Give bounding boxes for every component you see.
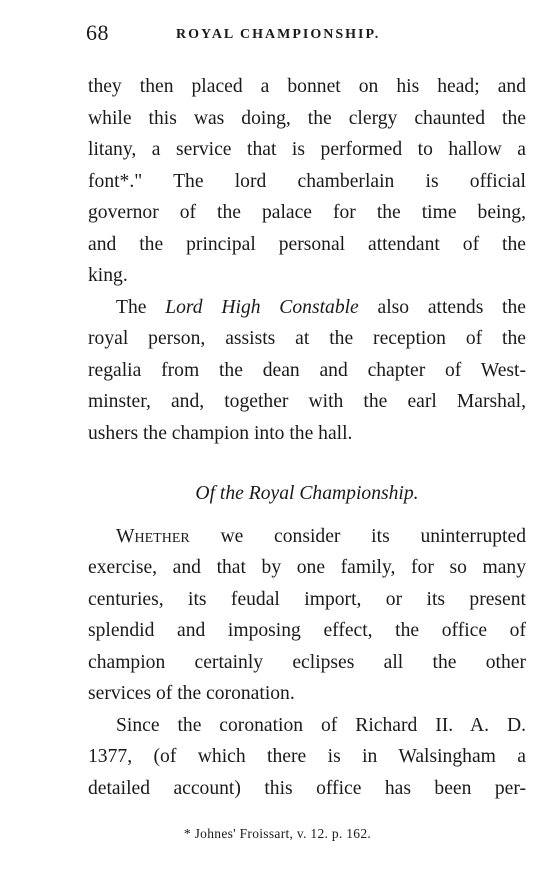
running-head: ROYAL CHAMPIONSHIP. (176, 27, 381, 42)
text-run: we consider its uninterrupted (189, 525, 526, 547)
text-line: detailed account) this office has been per- (88, 777, 526, 799)
text-line: splendid and imposing effect, the office of (88, 620, 526, 641)
text-line: services of the coronation. (88, 683, 295, 704)
paragraph-first-line (88, 521, 526, 553)
small-caps-word: Whether (116, 525, 190, 547)
text-line: 1377, (of which there is in Walsingham a (88, 746, 526, 767)
text-line: regalia from the dean and chapter of West- (88, 359, 526, 381)
italic-term: Lord High Constable (165, 296, 359, 318)
text-line: champion certainly eclipses all the other (88, 651, 526, 673)
text-line: ushers the champion into the hall. (88, 422, 353, 444)
text-run: The (116, 296, 166, 318)
text-line: governor of the palace for the time being, (88, 202, 526, 223)
text-line: they then placed a bonnet on his head; and (88, 76, 526, 97)
text-line: minster, and, together with the earl Marshal, (88, 391, 526, 412)
footnote: * Johnes' Froissart, v. 12. p. 162. (183, 826, 372, 841)
text-line: exercise, and that by one family, for so many (88, 557, 526, 578)
text-line: font*." The lord chamberlain is official (88, 170, 526, 192)
text-run: also attends the (358, 296, 526, 318)
paragraph-first-line (88, 292, 526, 324)
text-line: and the principal personal attendant of the (88, 233, 526, 255)
text-line: king. (88, 265, 128, 286)
page-number: 68 (86, 20, 109, 45)
text-line: centuries, its feudal import, or its present (88, 588, 526, 610)
body-text (88, 71, 526, 804)
text-line: Since the coronation of Richard II. A. D. (116, 714, 526, 736)
page-header (86, 20, 526, 50)
text-line: litany, a service that is performed to hallow a (88, 139, 526, 160)
section-heading: Of the Royal Championship. (195, 483, 419, 504)
text-line: while this was doing, the clergy chaunted the (88, 107, 526, 129)
text-line: royal person, assists at the reception of the (88, 328, 526, 349)
